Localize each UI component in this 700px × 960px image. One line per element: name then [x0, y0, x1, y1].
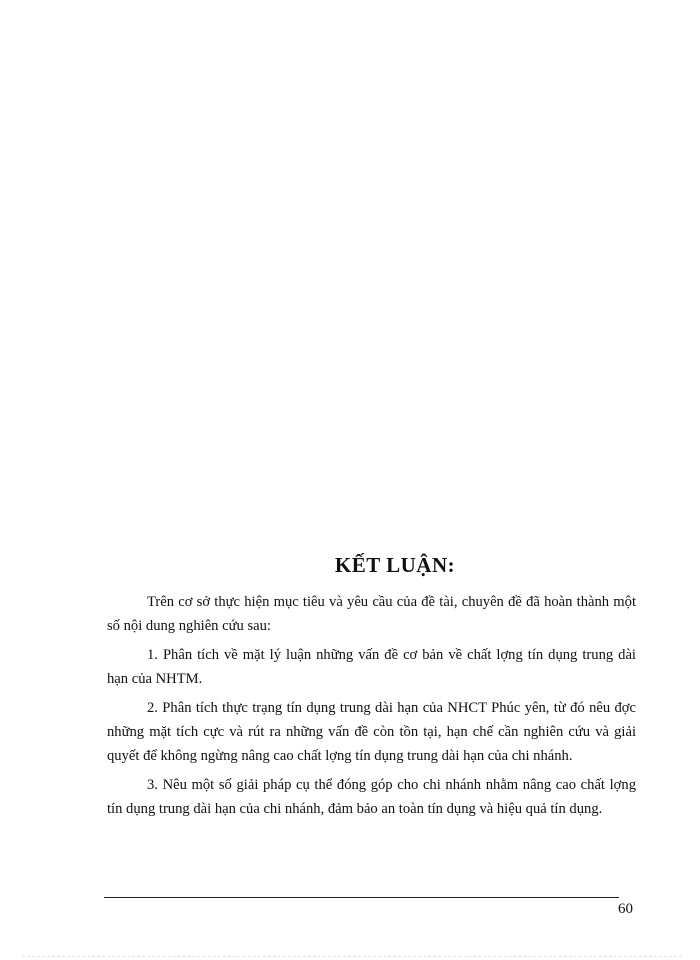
footer-rule — [104, 897, 619, 898]
intro-paragraph: Trên cơ sở thực hiện mục tiêu và yêu cầu của đề tài, chuyên đề đã hoàn thành một số nội dung nghiên cứu sau: — [107, 594, 636, 634]
page-number: 60 — [618, 901, 633, 917]
section-heading: KẾT LUẬN: — [334, 553, 456, 577]
conclusion-item-2: 2. Phân tích thực trạng tín dụng trung dài hạn của NHCT Phúc yên, từ đó nêu đợc những mặt tích cực và rút ra những vấn đề còn tồn tại, hạn chế cần nghiên cứu và giải quyết để không ngừng nâng cao chất lợng tín dụng trung dài hạn của chi nhánh. — [107, 700, 636, 764]
conclusion-item-1: 1. Phân tích về mặt lý luận những vấn đề cơ bản về chất lợng tín dụng trung dài hạn của NHTM. — [107, 647, 636, 687]
page-bottom-edge — [22, 956, 682, 957]
conclusion-item-3: 3. Nêu một số giải pháp cụ thể đóng góp cho chi nhánh nhằm nâng cao chất lợng tín dụng trung dài hạn của chi nhánh, đảm bảo an toàn tín dụng và hiệu quả tín dụng. — [107, 777, 636, 817]
body-text — [107, 591, 636, 827]
